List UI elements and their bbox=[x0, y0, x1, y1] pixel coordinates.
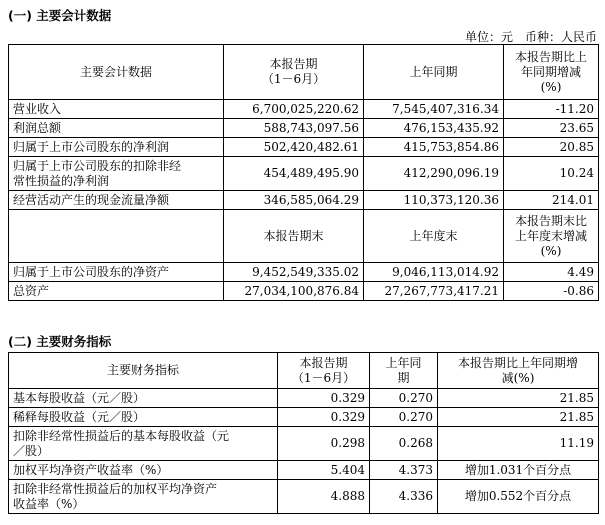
row-label: 归属于上市公司股东的净利润 bbox=[9, 138, 224, 157]
header-change-line2: 年同期增减 bbox=[520, 64, 581, 79]
header-prior-period bbox=[370, 353, 438, 389]
row-label: 加权平均净资产收益率（%） bbox=[9, 461, 278, 480]
header-change bbox=[438, 353, 599, 389]
row-change: -0.86 bbox=[504, 282, 599, 301]
row-current: 4.888 bbox=[278, 480, 370, 514]
section1-title: (一) 主要会计数据 bbox=[8, 8, 112, 23]
header-change-line2: 减(%) bbox=[501, 370, 535, 385]
row-prior: 110,373,120.36 bbox=[364, 191, 504, 210]
row-change: 214.01 bbox=[504, 191, 599, 210]
row-prior: 4.373 bbox=[370, 461, 438, 480]
table-header-row bbox=[9, 353, 599, 389]
header-current-line1: 本报告期 bbox=[299, 355, 348, 370]
row-change: 增加1.031个百分点 bbox=[438, 461, 599, 480]
row-label: 营业收入 bbox=[9, 100, 224, 119]
row-prior: 27,267,773,417.21 bbox=[364, 282, 504, 301]
table-header-row bbox=[9, 45, 599, 100]
row-current: 454,489,495.90 bbox=[224, 157, 364, 191]
row-label-line1: 扣除非经常性损益后的加权平均净资产 bbox=[13, 481, 218, 496]
row-current: 0.298 bbox=[278, 427, 370, 461]
row-change: 10.24 bbox=[504, 157, 599, 191]
header-change-line3: (%) bbox=[540, 79, 562, 94]
header-prior-line1: 上年同 bbox=[385, 355, 422, 370]
row-prior: 412,290,096.19 bbox=[364, 157, 504, 191]
row-change: 20.85 bbox=[504, 138, 599, 157]
subheader-period-end: 本报告期末 bbox=[224, 210, 364, 263]
row-label bbox=[9, 157, 224, 191]
row-change: -11.20 bbox=[504, 100, 599, 119]
row-label: 总资产 bbox=[9, 282, 224, 301]
row-prior: 9,046,113,014.92 bbox=[364, 263, 504, 282]
row-current: 346,585,064.29 bbox=[224, 191, 364, 210]
row-current: 27,034,100,876.84 bbox=[224, 282, 364, 301]
table-row bbox=[9, 282, 599, 301]
row-current: 9,452,549,335.02 bbox=[224, 263, 364, 282]
table-row bbox=[9, 461, 599, 480]
row-prior: 476,153,435.92 bbox=[364, 119, 504, 138]
row-label-line1: 归属于上市公司股东的扣除非经 bbox=[13, 158, 182, 173]
row-current: 0.329 bbox=[278, 389, 370, 408]
row-current: 6,700,025,220.62 bbox=[224, 100, 364, 119]
table-row bbox=[9, 157, 599, 191]
row-change: 21.85 bbox=[438, 389, 599, 408]
header-current-line2: （1－6月） bbox=[261, 72, 326, 86]
subheader-change-line3: (%) bbox=[540, 243, 562, 258]
header-change-line1: 本报告期比上 bbox=[514, 49, 587, 64]
table-row bbox=[9, 427, 599, 461]
header-current-line2: （1－6月） bbox=[291, 370, 356, 385]
header-current-line1: 本报告期 bbox=[269, 57, 318, 71]
table-row bbox=[9, 263, 599, 282]
subheader-empty bbox=[9, 210, 224, 263]
table-row bbox=[9, 100, 599, 119]
row-change: 21.85 bbox=[438, 408, 599, 427]
row-label: 基本每股收益（元／股） bbox=[9, 389, 278, 408]
row-current: 0.329 bbox=[278, 408, 370, 427]
row-prior: 7,545,407,316.34 bbox=[364, 100, 504, 119]
section2-title: (二) 主要财务指标 bbox=[8, 334, 112, 349]
header-indicator: 主要财务指标 bbox=[9, 353, 278, 389]
header-current-period bbox=[278, 353, 370, 389]
row-prior: 0.270 bbox=[370, 389, 438, 408]
subheader-change-line2: 上年度末增减 bbox=[514, 228, 587, 243]
table-row bbox=[9, 119, 599, 138]
main-financial-indicators-table bbox=[8, 352, 599, 514]
row-label: 稀释每股收益（元／股） bbox=[9, 408, 278, 427]
row-label-line1: 扣除非经常性损益后的基本每股收益（元 bbox=[13, 428, 230, 443]
main-accounting-data-table bbox=[8, 44, 599, 301]
header-change bbox=[504, 45, 599, 100]
table-row bbox=[9, 138, 599, 157]
row-label: 经营活动产生的现金流量净额 bbox=[9, 191, 224, 210]
row-label bbox=[9, 480, 278, 514]
row-label: 归属于上市公司股东的净资产 bbox=[9, 263, 224, 282]
row-label-line2: ／股） bbox=[13, 443, 50, 458]
row-change: 4.49 bbox=[504, 263, 599, 282]
row-label-line2: 常性损益的净利润 bbox=[13, 173, 110, 188]
table-row bbox=[9, 408, 599, 427]
table-row bbox=[9, 480, 599, 514]
header-prior-line2: 期 bbox=[397, 370, 410, 385]
row-prior: 0.268 bbox=[370, 427, 438, 461]
subheader-prior-year-end: 上年度末 bbox=[364, 210, 504, 263]
header-change-line1: 本报告期比上年同期增 bbox=[457, 355, 578, 370]
row-label-line2: 收益率（%） bbox=[13, 496, 85, 511]
row-current: 5.404 bbox=[278, 461, 370, 480]
row-label: 利润总额 bbox=[9, 119, 224, 138]
row-prior: 415,753,854.86 bbox=[364, 138, 504, 157]
table-subheader-row bbox=[9, 210, 599, 263]
row-current: 502,420,482.61 bbox=[224, 138, 364, 157]
row-change: 增加0.552个百分点 bbox=[438, 480, 599, 514]
row-prior: 0.270 bbox=[370, 408, 438, 427]
table-row bbox=[9, 389, 599, 408]
row-prior: 4.336 bbox=[370, 480, 438, 514]
header-current-period bbox=[224, 45, 364, 100]
subheader-change bbox=[504, 210, 599, 263]
row-current: 588,743,097.56 bbox=[224, 119, 364, 138]
header-prior-period: 上年同期 bbox=[364, 45, 504, 100]
table-row bbox=[9, 191, 599, 210]
row-change: 23.65 bbox=[504, 119, 599, 138]
unit-currency-label: 单位：元 币种：人民币 bbox=[464, 30, 597, 44]
row-change: 11.19 bbox=[438, 427, 599, 461]
subheader-change-line1: 本报告期末比 bbox=[514, 213, 587, 228]
row-label bbox=[9, 427, 278, 461]
header-main-data: 主要会计数据 bbox=[9, 45, 224, 100]
